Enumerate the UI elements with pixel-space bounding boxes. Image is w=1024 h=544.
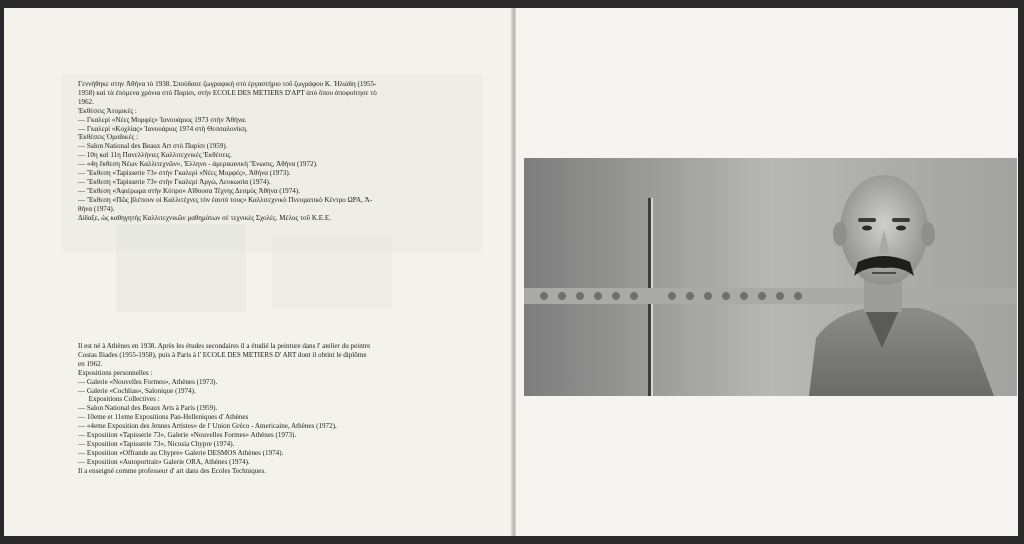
bio-line: — Salon National des Beaux Arts à Paris (1959). — [78, 404, 218, 413]
bio-line: — Exposition «Tapisserie 73», Galerie «Nouvelles Formes» Athènes (1973). — [78, 431, 297, 440]
bio-line: — Ἔκθεση «Tapisserie 73» στὴν Γκαλερί «Νέες Μορφές», Ἀθήνα (1973). — [78, 169, 291, 178]
bio-heading: Ἐκθέσεις Ὁμαδικές : — [78, 133, 139, 142]
right-page — [516, 8, 1018, 536]
left-page — [4, 8, 512, 536]
bio-line: — Galerie «Cochlias», Salonique (1974). — [78, 386, 196, 395]
bio-line: — 10η καὶ 11η Πανελλήνιες Καλλιτεχνικὲς Ἐκθέσεις. — [78, 151, 232, 160]
bio-line: — Exposition «Offrande au Chypre» Galerie DESMOS Athènes (1974). — [78, 448, 284, 457]
bio-line: — 10eme et 11eme Expositions Pan-Helleniques d' Athènes — [78, 413, 249, 422]
bio-line: 1962. — [78, 97, 94, 106]
bio-line: — Ἔκθεση «Πῶς βλέπουν οἱ Καλλιτέχνες τὸν ἑαυτό τους» Καλλιτεχνικὸ Πνευματικὸ Κέντρο ΩΡΑ, Ἀ- — [78, 195, 373, 204]
catalogue-spread — [4, 8, 1018, 536]
bio-line: Δίδαξε, ὡς καθηγητὴς Καλλιτεχνικῶν μαθημάτων σὲ τεχνικὲς Σχολές. Μέλος τοῦ Κ.Ε.Ε. — [78, 213, 331, 222]
french-biography — [78, 342, 473, 476]
bio-line: — Ἔκθεση «Ἀφιέρωμα στὴν Κύπρο» Αἴθουσα Τέχνης Δεσμός Ἀθήνα (1974). — [78, 186, 300, 195]
bio-heading: Expositions personnelles : — [78, 368, 153, 377]
bio-line: — Exposition «Autoportrait» Galerie ORA, Athènes (1974). — [78, 457, 250, 466]
bio-line: Costas Iliades (1955-1958), puis à Paris à l' ECOLE DES METIERS D' ART dont il obtint le diplôme — [78, 350, 367, 359]
bio-line: en 1962. — [78, 359, 103, 368]
bio-line: Il a enseigné comme professeur d' art dans des Ecoles Techniques. — [78, 466, 266, 475]
bio-line: — Γκαλερί «Νέες Μορφές» Ἰανουάριος 1973 στὴν Ἀθήνα. — [78, 115, 247, 124]
bio-line: Γεννήθηκε στην Ἀθήνα τὸ 1938. Σπούδασε ζωγραφική στὸ ἐργαστήριο τοῦ ζωγράφου Κ. Ἠλιάδη (1955- — [78, 80, 377, 88]
portrait-illustration — [524, 158, 1017, 396]
bio-line: θήνα (1974). — [78, 204, 115, 213]
bio-line: Il est né à Athènes en 1938. Après les études secondaires il a étudié la peinture dans l' atelier du peintre — [78, 342, 371, 350]
artist-portrait-photo — [524, 158, 1017, 396]
bio-line: — Salon National des Beaux Art στὸ Παρίσι (1959). — [78, 142, 228, 151]
show-through-shape — [116, 224, 246, 312]
show-through-shape — [272, 238, 392, 308]
bio-line: — Exposition «Tapisserie 73», Nicosia Chypre (1974). — [78, 439, 235, 448]
bio-line: — Galerie «Nouvelles Formes», Athènes (1973). — [78, 377, 218, 386]
greek-biography — [78, 80, 473, 223]
bio-line: — Γκαλερί «Κοχλίας» Ἰανουάριος 1974 στὴ Θεσσαλονίκη. — [78, 124, 248, 133]
bio-line: — Ἔκθεση «Tapisserie 73» στὴν Γκαλερί Ἀργώ, Λευκωσία (1974). — [78, 177, 271, 186]
bio-line: — «4eme Exposition des Jennes Artistes» de l' Union Gréco - Americaine, Athènes (1972), — [78, 422, 337, 431]
bio-line: — «4η ἔκθεση Νέων Καλλιτεχνῶν», Ἑλληνο - ἀμερικανικὴ Ἕνωσις, Ἀθήνα (1972). — [78, 160, 318, 169]
bio-heading: Ἐκθέσεις Ἀτομικές : — [78, 106, 137, 115]
bio-line: 1958) καὶ τὰ ἐπόμενα χρόνια στὸ Παρίσι, στὴν ECOLE DES METIERS D'APT ἀπὸ ὅπου ἀποφοίτησε τὸ — [78, 88, 377, 97]
bio-heading: Expositions Collectives : — [78, 395, 160, 404]
